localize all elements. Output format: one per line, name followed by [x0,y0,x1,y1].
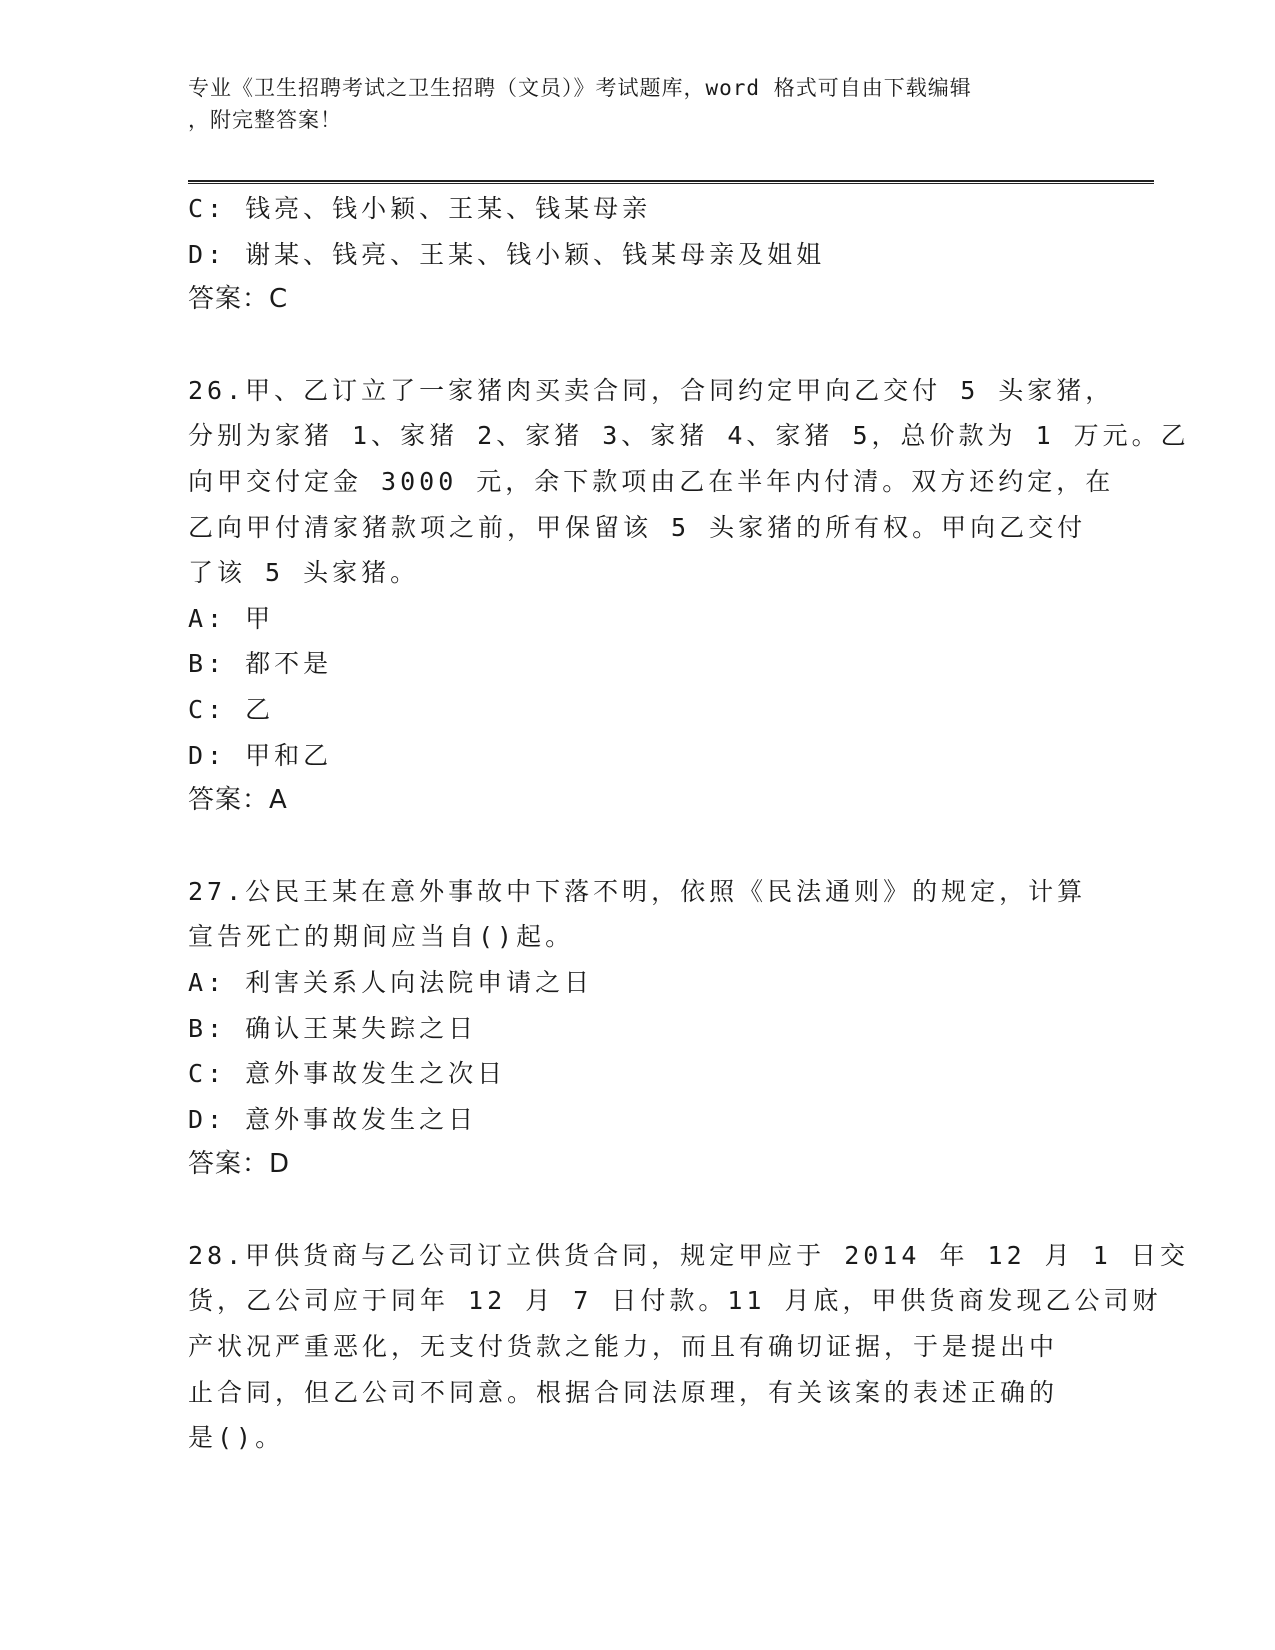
q26-option-b: B: 都不是 [188,649,333,679]
q25-option-c: C: 钱亮、钱小颖、王某、钱某母亲 [188,194,652,223]
page-header [188,72,1068,136]
q27-answer: 答案：D [188,1149,291,1180]
q26-stem-line: 了该 5 头家猪。 [188,558,420,588]
document-body [188,186,1190,1461]
q26-stem-line: 26.甲、乙订立了一家猪肉买卖合同，合同约定甲向乙交付 5 头家猪， [188,375,1115,405]
header-divider [188,180,1154,184]
question-27 [188,869,1088,1188]
q28-stem-line: 是()。 [188,1423,285,1453]
header-title-line-1: 专业《卫生招聘考试之卫生招聘（文员）》考试题库，word 格式可自由下载编辑 [188,76,972,100]
q28-stem-line: 产状况严重恶化，无支付货款之能力，而且有确切证据，于是提出中 [188,1332,1059,1362]
q27-option-a: A: 利害关系人向法院申请之日 [188,967,594,997]
q26-option-d: D: 甲和乙 [188,740,333,770]
q25-option-d: D: 谢某、钱亮、王某、钱小颖、钱某母亲及姐姐 [188,239,826,269]
question-25 [188,186,1088,323]
q26-stem-line: 分别为家猪 1、家猪 2、家猪 3、家猪 4、家猪 5，总价款为 1 万元。乙 [188,421,1190,451]
q28-stem-line: 货，乙公司应于同年 12 月 7 日付款。11 月底，甲供货商发现乙公司财 [188,1286,1162,1316]
q26-stem-line: 乙向甲付清家猪款项之前，甲保留该 5 头家猪的所有权。甲向乙交付 [188,512,1087,542]
question-26 [188,368,1190,824]
q27-stem-line: 宣告死亡的期间应当自()起。 [188,922,575,952]
q25-answer: 答案：C [188,284,289,315]
q26-stem-line: 向甲交付定金 3000 元，余下款项由乙在半年内付清。双方还约定，在 [188,466,1115,496]
q26-option-a: A: 甲 [188,603,275,633]
header-title-line-2: ，附完整答案！ [188,108,342,132]
q27-option-c: C: 意外事故发生之次日 [188,1059,507,1089]
q26-option-c: C: 乙 [188,694,275,724]
question-28 [188,1233,1189,1461]
spacer [188,323,1088,368]
q27-option-d: D: 意外事故发生之日 [188,1104,478,1134]
q28-stem-line: 止合同，但乙公司不同意。根据合同法原理，有关该案的表述正确的 [188,1377,1059,1407]
q27-stem-line: 27.公民王某在意外事故中下落不明，依照《民法通则》的规定，计算 [188,876,1087,906]
spacer [188,1188,1088,1233]
q26-answer: 答案：A [188,785,288,816]
spacer [188,824,1088,869]
q28-stem-line: 28.甲供货商与乙公司订立供货合同，规定甲应于 2014 年 12 月 1 日交 [188,1240,1189,1270]
q27-option-b: B: 确认王某失踪之日 [188,1013,478,1043]
